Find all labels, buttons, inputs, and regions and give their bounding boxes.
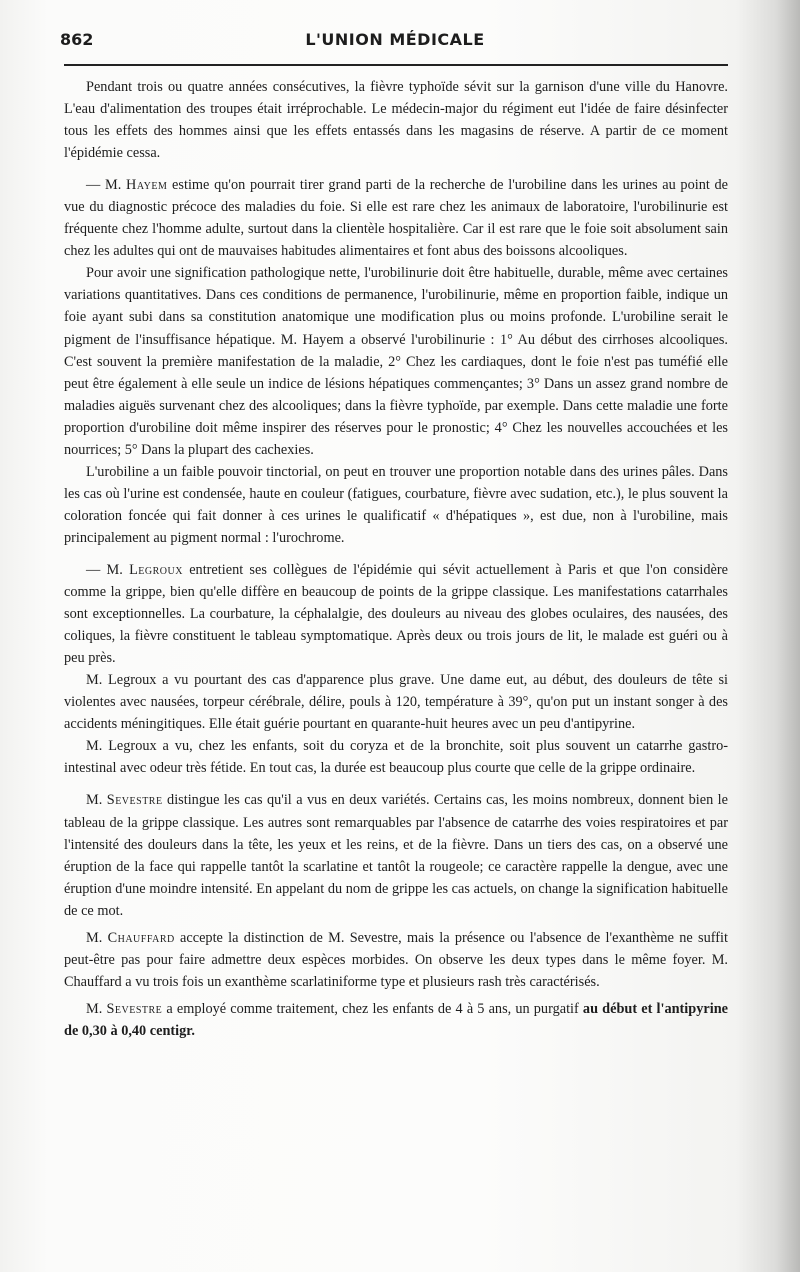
paragraph-garrison-typhoid xyxy=(64,76,728,164)
paragraph-hayem-urobiline xyxy=(64,174,728,262)
page-number: 862 xyxy=(60,30,94,49)
paragraph-chauffard-distinction xyxy=(64,927,728,993)
page-header xyxy=(60,30,730,56)
paragraph-lead: M. xyxy=(86,792,107,809)
speaker-name: Sevestre xyxy=(106,1000,163,1017)
paragraph-text: estime qu'on pourrait tirer grand parti de la recherche de l'urobiline dans les urines au point de vue du diagnostic précoce des maladies du foie. Si elle est rare chez les animaux de laboratoire, l'urobilinurie est fréquente chez l'homme adulte, surtout dans la clientèle hospitalière. Car il est rare que le foie soit absolument sain chez les adultes qui ont de mauvaises habitudes alimentaires et font abus des boissons alcooliques. xyxy=(64,177,729,260)
article-body xyxy=(64,76,728,1042)
paragraph-text: accepte la distinction de M. Sevestre, mais la présence ou l'absence de l'exanthème ne suffit peut-être pas pour faire admettre deux espèces morbides. On observe les deux types dans le même foyer. M. Chauffard a vu trois fois un exanthème scarlatiniforme type et plusieurs rash très caractérisés. xyxy=(64,929,728,990)
paragraph-text: M. Legroux a vu pourtant des cas d'apparence plus grave. Une dame eut, au début, des douleurs de tête si violentes avec nausées, torpeur cérébrale, délire, pouls à 120, température à 39°, qu'on put un instant songer à des accidents méningitiques. Elle était guérie pourtant en quarante-huit heures avec un peu d'antipyrine. xyxy=(64,672,728,733)
paragraph-sevestre-varietes xyxy=(64,789,728,921)
paragraph-text: Pour avoir une signification pathologique nette, l'urobilinurie doit être habituelle, durable, même avec certaines variations quantitatives. Dans ces conditions de permanence, l'urobilinurie, même en proportion faible, indique un foie ayant subi dans sa constitution anatomique une modification plus ou moins profonde. L'urobiline serait le pigment de l'insuffisance hépatique. M. Hayem a observé l'urobilinurie : 1° Au début des cirrhoses alcooliques. C'est souvent la première manifestation de la maladie, 2° Chez les cardiaques, dont le foie n'est pas tuméfié elle peut être également à elle seule un indice de lésions hépatiques commençantes; 3° Dans un assez grand nombre de maladies aiguës survenant chez des alcooliques; dans la fièvre typhoïde, par exemple. Dans cette maladie une forte proportion d'urobiline doit même inspirer des réserves pour le pronostic; 4° Chez les nouvelles accouchées et les nourrices; 5° Dans la plupart des cachexies. xyxy=(64,265,728,458)
paragraph-lead: — M. xyxy=(86,561,130,578)
paragraph-lead: M. xyxy=(86,1000,107,1017)
running-title: L'UNION MÉDICALE xyxy=(305,30,485,49)
speaker-name: Sevestre xyxy=(106,792,163,809)
paragraph-text: M. Legroux a vu, chez les enfants, soit du coryza et de la bronchite, soit plus souvent un catarrhe gastro-intestinal avec odeur très fétide. En tout cas, la durée est beaucoup plus courte que celle de la grippe ordinaire. xyxy=(64,738,728,777)
paragraph-text: a employé comme traitement, chez les enfants de 4 à 5 ans, un purgatif xyxy=(162,1000,583,1017)
speaker-name: Legroux xyxy=(129,561,183,578)
paragraph-legroux-enfants xyxy=(64,735,728,779)
paragraph-text: entretient ses collègues de l'épidémie qui sévit actuellement à Paris et que l'on considère comme la grippe, bien qu'elle diffère en beaucoup de points de la grippe classique. Les manifestations catarrhales sont exceptionnelles. La courbature, la céphalalgie, des douleurs au niveau des globes oculaires, des nausées, des coliques, la fièvre constituent le tableau symptomatique. Après deux ou trois jours de lit, le malade est guéri ou à peu près. xyxy=(64,561,728,667)
paragraph-lead: — M. xyxy=(86,177,126,194)
paragraph-text: Pendant trois ou quatre années consécutives, la fièvre typhoïde sévit sur la garnison d'une ville du Hanovre. L'eau d'alimentation des troupes était irréprochable. Le médecin-major du régiment eut l'idée de faire désinfecter tous les effets des hommes ainsi que les effets entassés dans les magasins de réserve. A partir de ce moment l'épidémie cessa. xyxy=(64,79,728,162)
header-rule xyxy=(64,64,728,66)
paragraph-tail: au début et l'antipyrine de 0,30 à 0,40 centigr. xyxy=(64,1000,728,1039)
paragraph-sevestre-traitement xyxy=(64,998,728,1042)
paragraph-urobilinurie-signification xyxy=(64,262,728,460)
paragraph-urobiline-tinctorial xyxy=(64,461,728,549)
speaker-name: Hayem xyxy=(126,177,168,194)
paragraph-text: L'urobiline a un faible pouvoir tinctorial, on peut en trouver une proportion notable dans des urines pâles. Dans les cas où l'urine est condensée, haute en couleur (fatigues, courbature, fièvre avec sudation, etc.), le plus souvent la coloration foncée qui fait donner à ces urines le qualificatif « d'hépatiques », est due, non à l'urobiline, mais principalement au pigment normal : l'urochrome. xyxy=(64,463,728,546)
paragraph-legroux-epidemie xyxy=(64,559,728,669)
paragraph-lead: M. xyxy=(86,929,108,946)
paragraph-legroux-cas-graves xyxy=(64,669,728,735)
speaker-name: Chauffard xyxy=(107,929,175,946)
paragraph-text: distingue les cas qu'il a vus en deux variétés. Certains cas, les moins nombreux, donnent bien le tableau de la grippe classique. Les autres sont remarquables par l'absence de catarrhe des voies respiratoires et par l'intensité des douleurs dans la tête, les yeux et les reins, et de la fièvre. Dans un tiers des cas, on a observé une éruption de la face qui rappelle tantôt la scarlatine et tantôt la rougeole; ce caractère rappelle la dengue, avec une éruption d'une moindre intensité. En appelant du nom de grippe les cas actuels, on change la signification habituelle de ce mot. xyxy=(64,792,728,919)
